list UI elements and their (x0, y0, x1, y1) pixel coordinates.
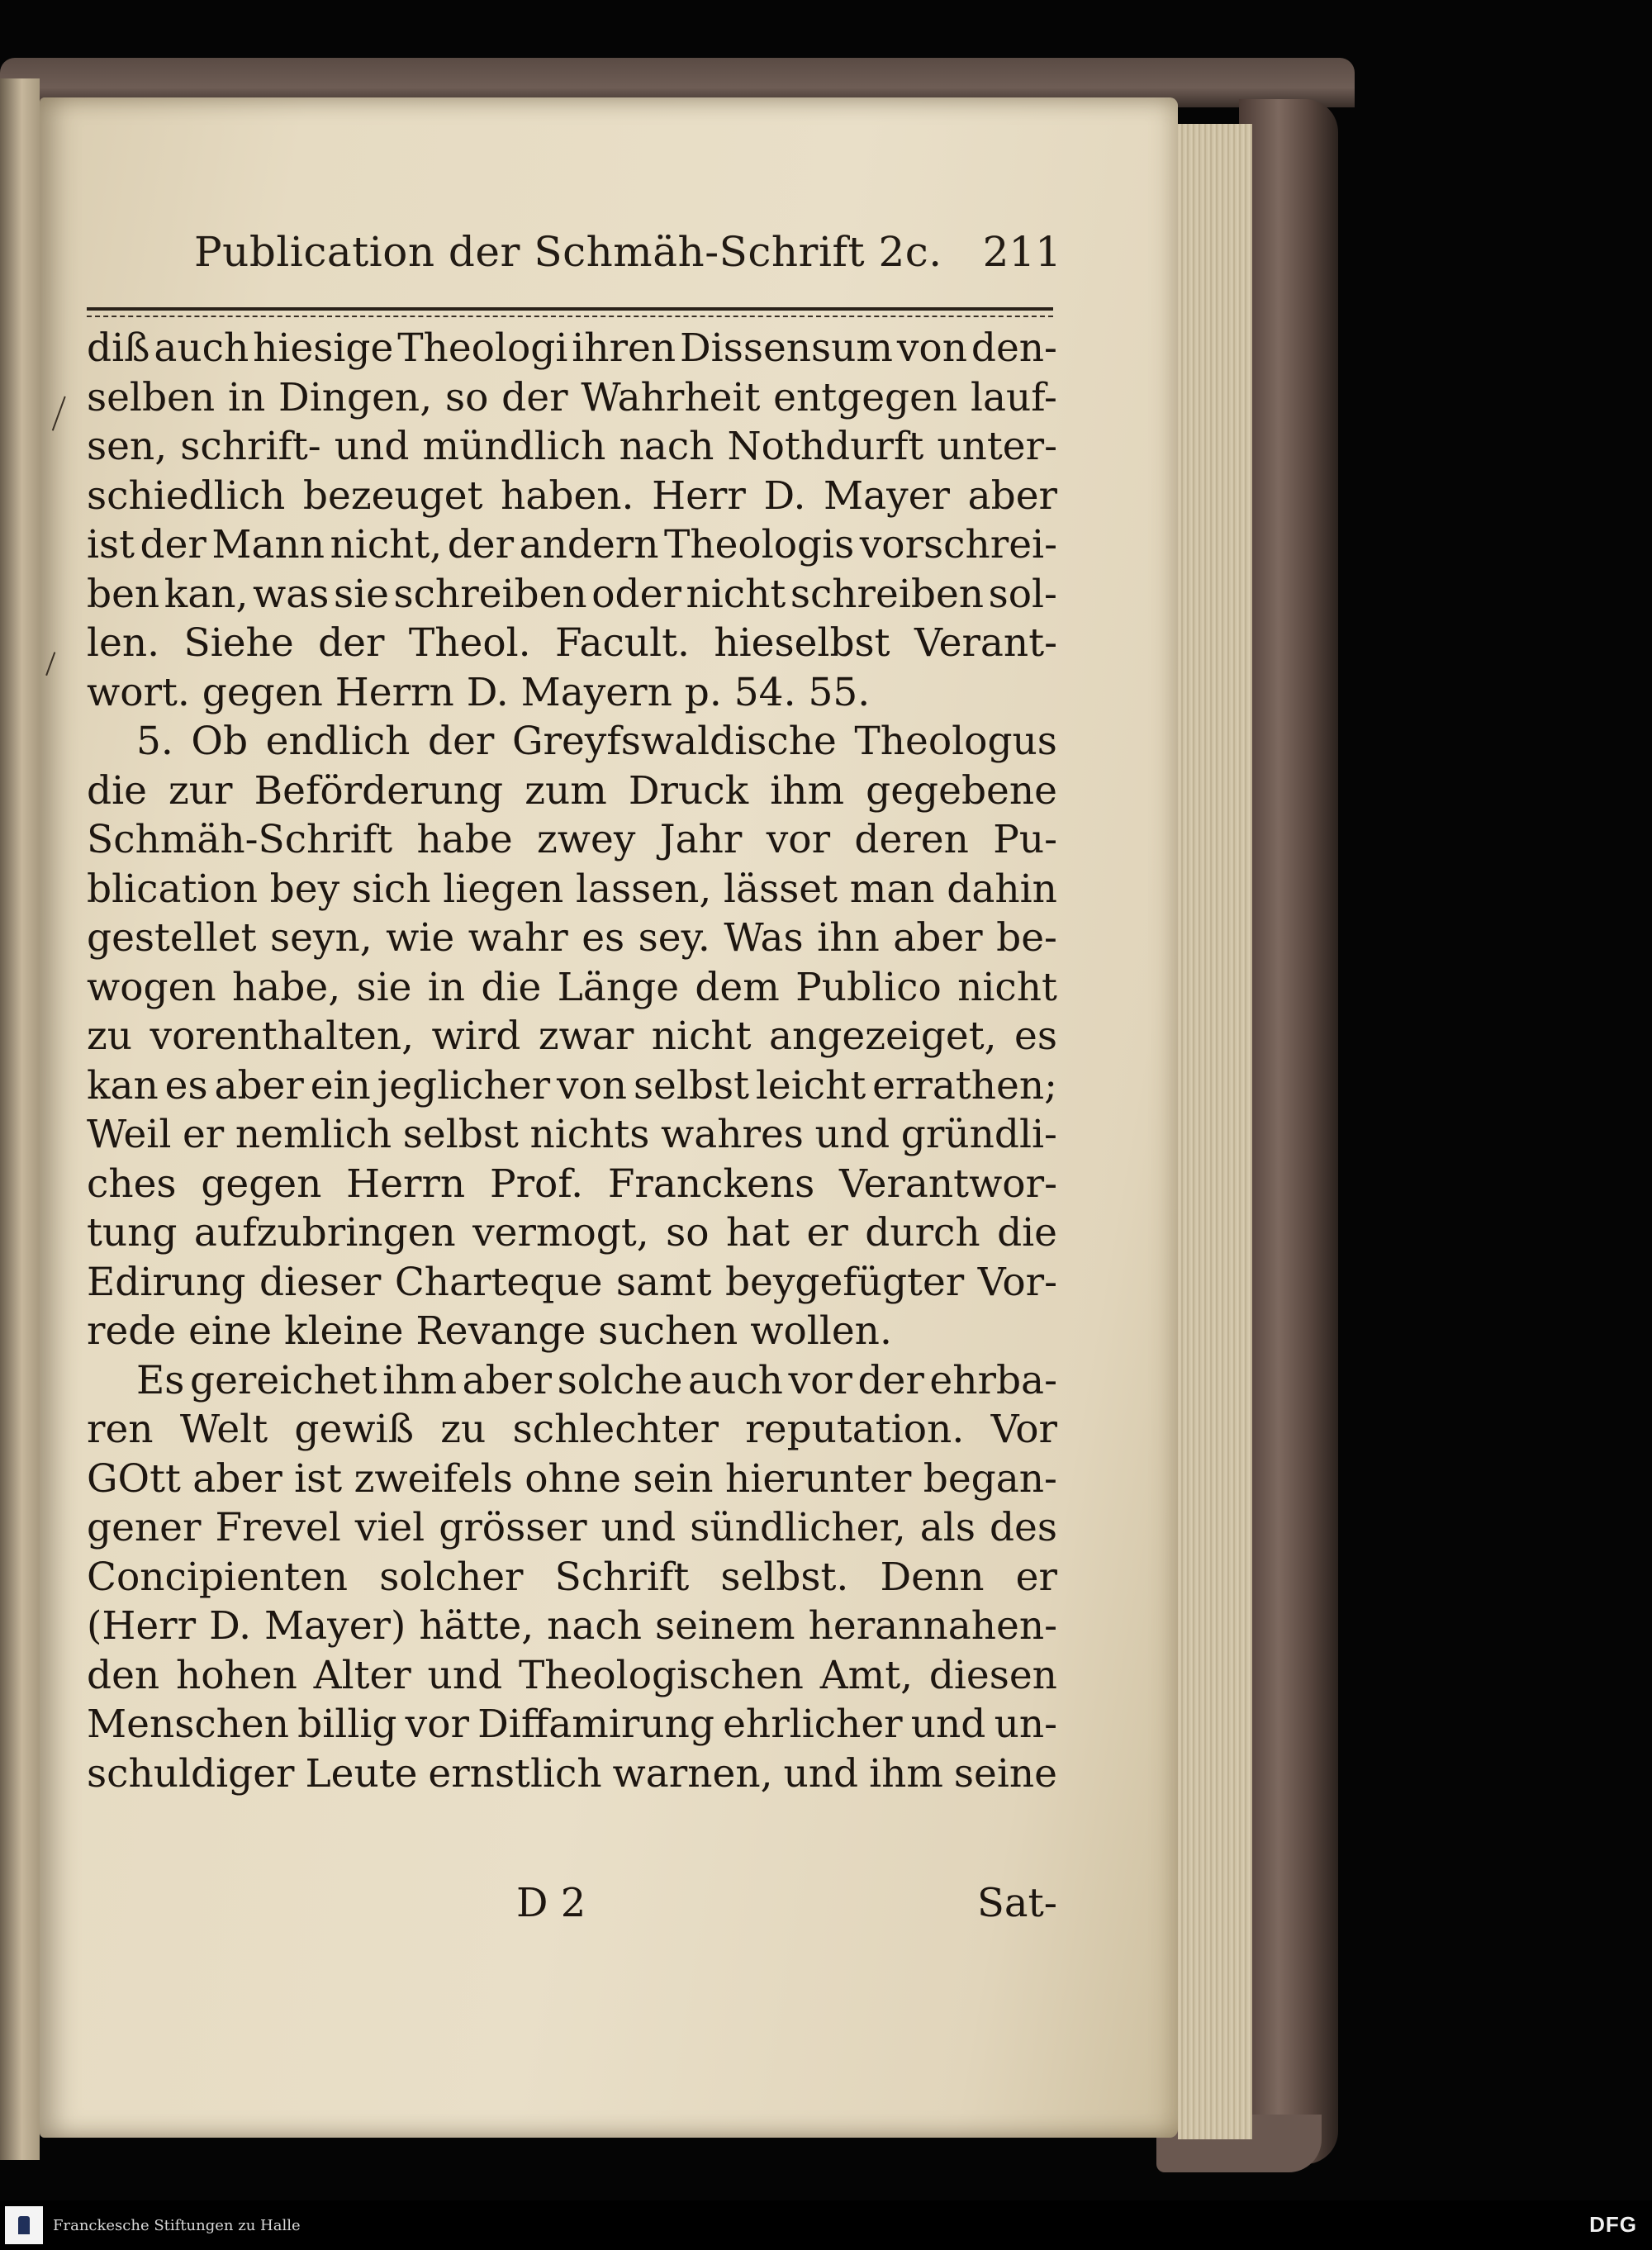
text-line: blication bey sich liegen lassen, lässet man dahin (87, 866, 1057, 912)
text-line: gestellet seyn, wie wahr es sey. Was ihn aber be- (87, 915, 1057, 961)
header-rule-secondary (87, 316, 1053, 317)
text-line: Schmäh-Schrift habe zwey Jahr vor deren Pu- (87, 817, 1057, 862)
text-line: ches gegen Herrn Prof. Franckens Verantwor- (87, 1161, 1057, 1207)
institution-logo-icon (5, 2206, 43, 2244)
text-line: tung aufzubringen vermogt, so hat er durch die (87, 1210, 1057, 1256)
text-line: diß auch hiesige Theologi ihren Dissensum von den- (87, 325, 1057, 371)
text-line: len. Siehe der Theol. Facult. hieselbst Verant- (87, 620, 1057, 666)
facing-page-edge (0, 78, 40, 2160)
page-fore-edge (1178, 124, 1252, 2139)
text-line: selben in Dingen, so der Wahrheit entgegen lauf- (87, 374, 1057, 420)
text-line: schuldiger Leute ernstlich warnen, und ihm seine (87, 1750, 1057, 1797)
text-line: ist der Mann nicht, der andern Theologis vorschrei- (87, 522, 1057, 567)
text-line: Weil er nemlich selbst nichts wahres und gründli- (87, 1112, 1057, 1157)
page-header (194, 228, 1061, 286)
page-number: 211 (982, 228, 1061, 276)
text-line: 5. Ob endlich der Greyfswaldische Theologus (136, 719, 1057, 764)
text-line: wort. gegen Herrn D. Mayern p. 54. 55. (87, 669, 871, 715)
text-line: Menschen billig vor Diffamirung ehrlicher und un- (87, 1702, 1057, 1747)
text-line: den hohen Alter und Theologischen Amt, diesen (87, 1652, 1057, 1698)
text-line: Es gereichet ihm aber solche auch vor der ehrba- (136, 1357, 1057, 1403)
body-text (87, 324, 1057, 1798)
text-line: (Herr D. Mayer) hätte, nach seinem herannahen- (87, 1603, 1057, 1649)
catchword: Sat- (976, 1880, 1057, 1926)
text-line: wogen habe, sie in die Länge dem Publico nicht (87, 964, 1057, 1010)
page-footer (87, 1880, 1057, 1938)
text-line: kan es aber ein jeglicher von selbst leicht errathen; (87, 1062, 1057, 1108)
text-line: ben kan, was sie schreiben oder nicht schreiben sol- (87, 571, 1057, 617)
book-cover-right (1239, 99, 1338, 2164)
text-line: schiedlich bezeuget haben. Herr D. Mayer aber (87, 472, 1057, 519)
text-line: GOtt aber ist zweifels ohne sein hierunter began- (87, 1455, 1057, 1502)
signature-mark: D 2 (516, 1880, 586, 1926)
institution-name: Franckesche Stiftungen zu Halle (53, 2216, 301, 2234)
text-line: die zur Beförderung zum Druck ihm gegebene (87, 767, 1057, 814)
text-line: Concipienten solcher Schrift selbst. Denn er (87, 1554, 1057, 1600)
header-rule (87, 307, 1053, 311)
running-title: Publication der Schmäh-Schrift 2c. (194, 228, 942, 276)
dfg-logo: DFG (1589, 2212, 1637, 2237)
text-line: Edirung dieser Charteque samt beygefügter Vor- (87, 1259, 1057, 1305)
text-line: gener Frevel viel grösser und sündlicher, als des (87, 1505, 1057, 1550)
viewer-footer (0, 2200, 1652, 2250)
text-line: zu vorenthalten, wird zwar nicht angezeiget, es (87, 1013, 1057, 1059)
text-line: rede eine kleine Revange suchen wollen. (87, 1308, 892, 1354)
text-line: sen, schrift- und mündlich nach Nothdurft unter- (87, 424, 1057, 469)
text-line: ren Welt gewiß zu schlechter reputation. Vor (87, 1407, 1057, 1452)
